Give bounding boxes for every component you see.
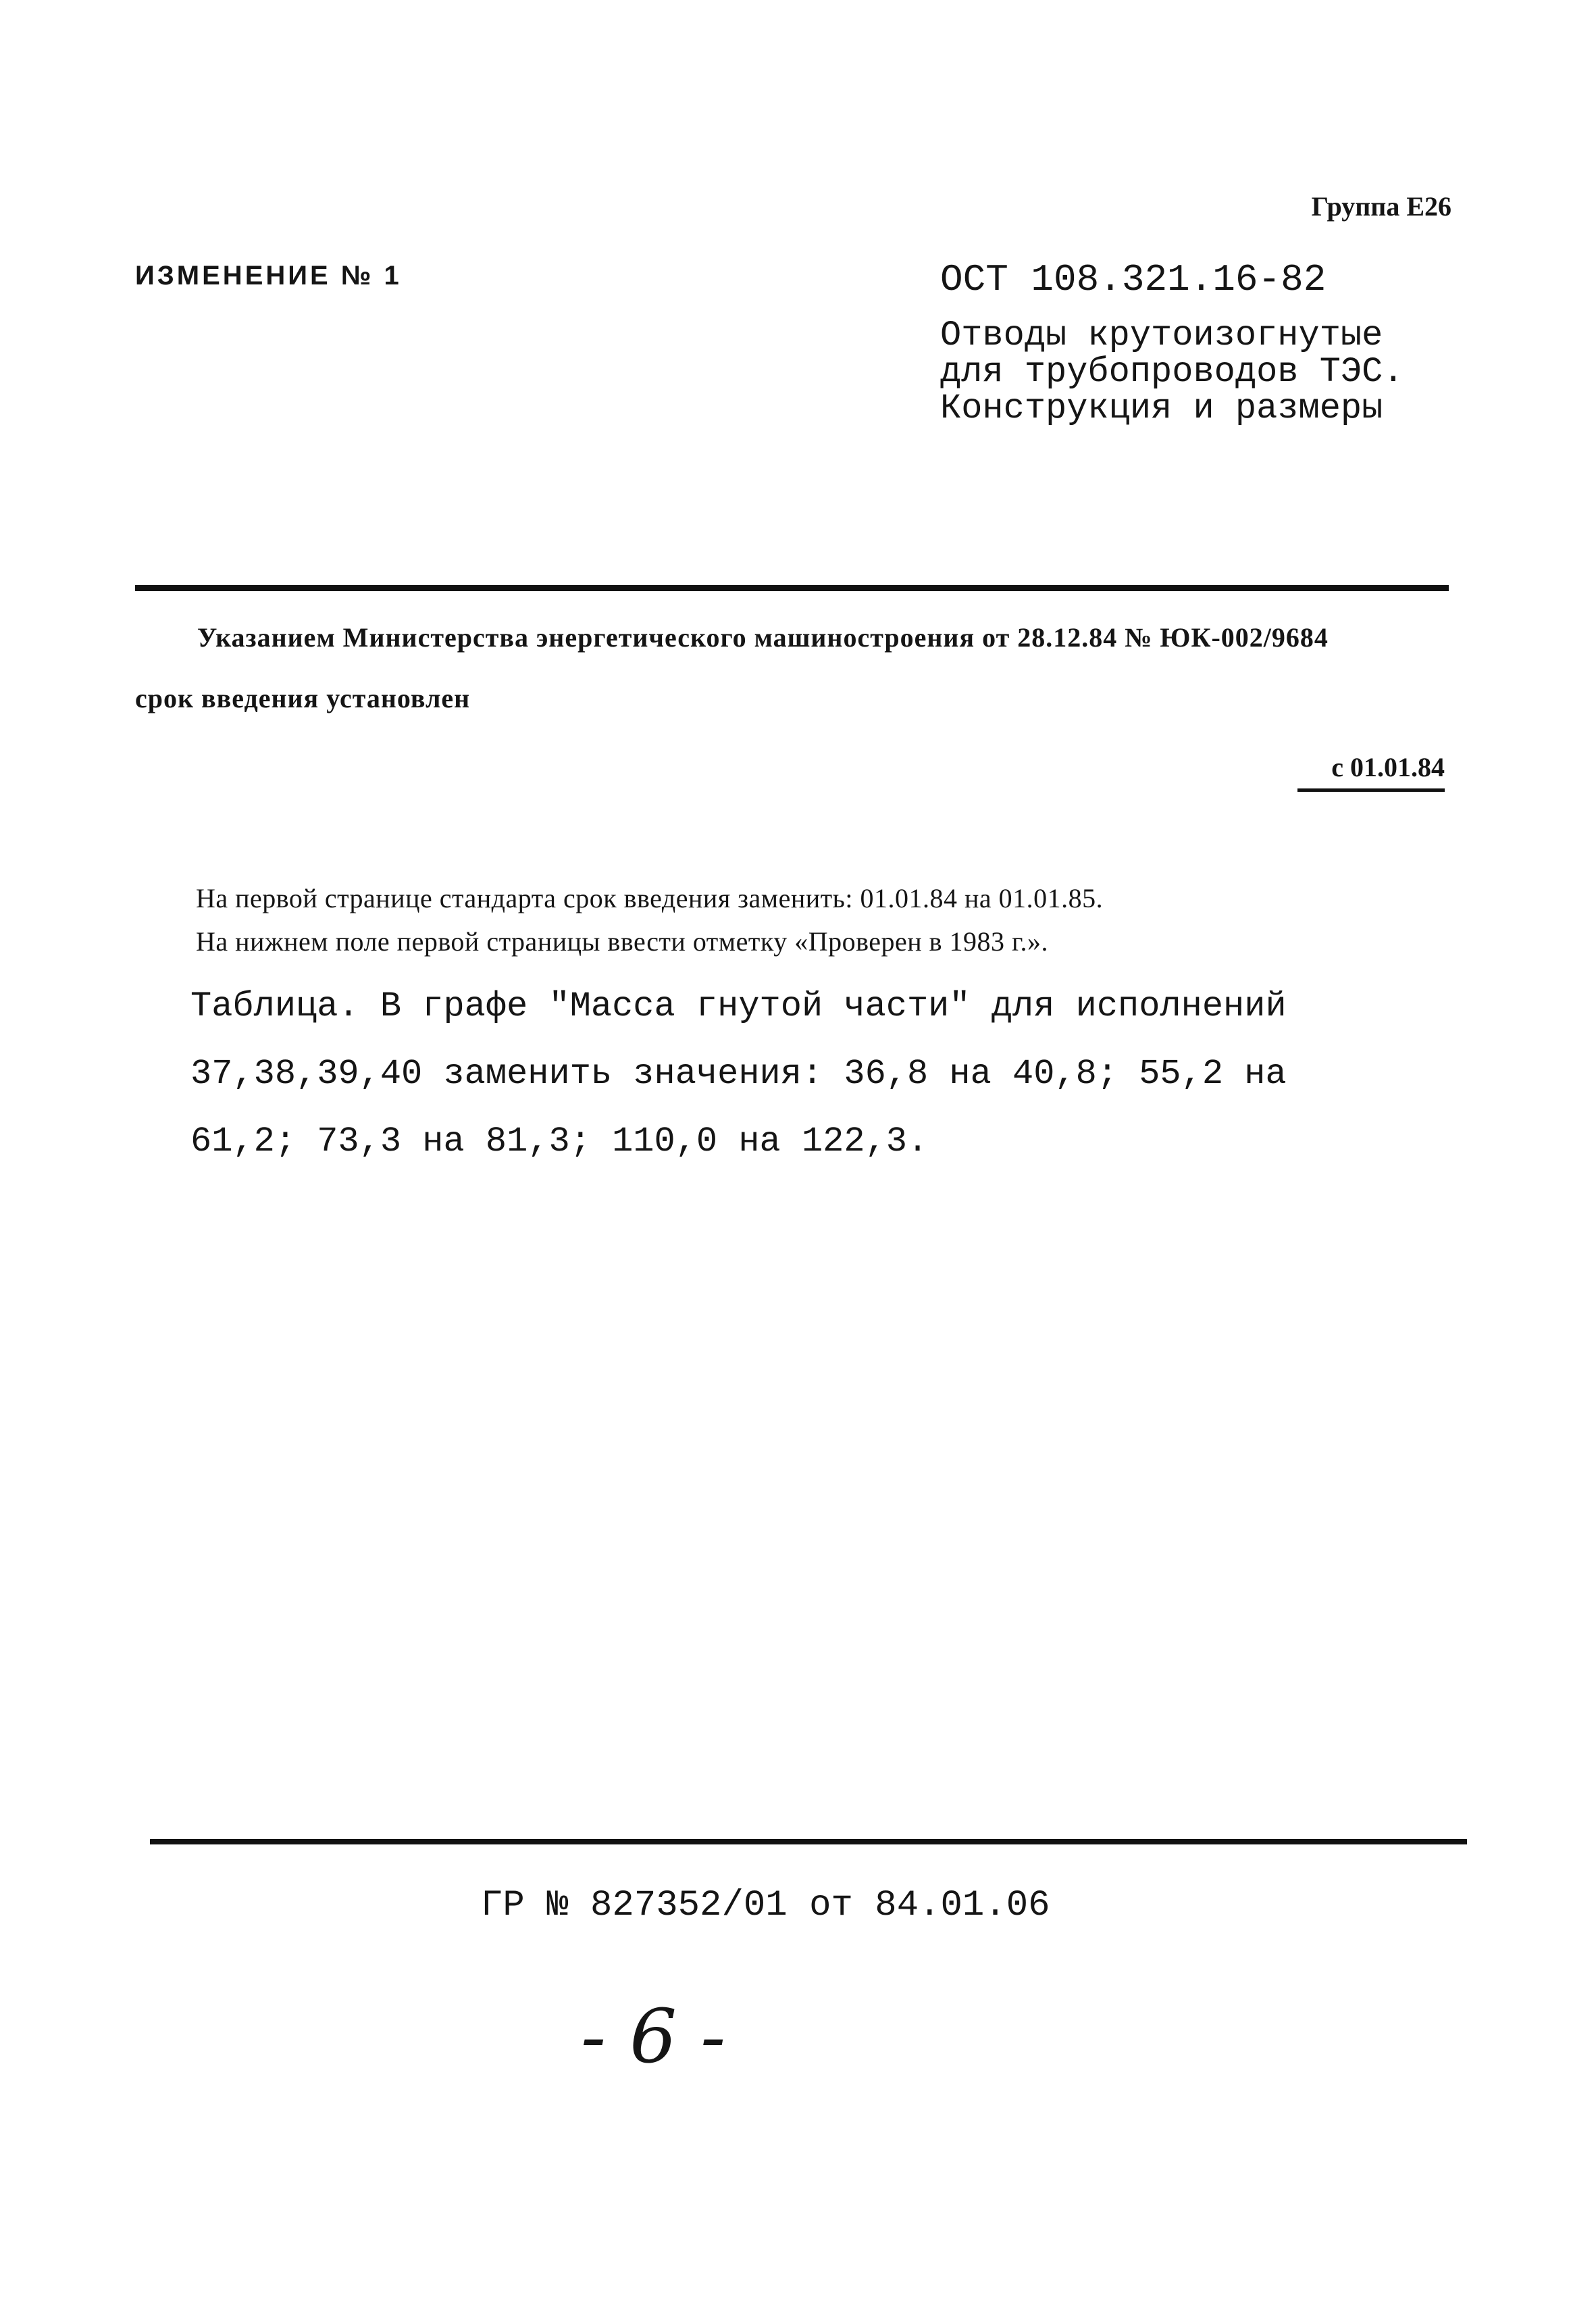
paragraph-table-change: Таблица. В графе "Масса гнутой части" для исполнений 37,38,39,40 заменить значения: 36,8 на 40,8; 55,2 на 61,2; 73,3 на 81,3; 110,0 на 122,3. (190, 986, 1287, 1161)
page-number: - 6 - (581, 1993, 726, 2080)
change-label: ИЗМЕНЕНИЕ № 1 (135, 261, 402, 291)
top-divider (135, 585, 1449, 591)
standard-title: Отводы крутоизогнутые для трубопроводов ТЭС. Конструкция и размеры (940, 316, 1404, 428)
paragraph-checked-mark: На нижнем поле первой страницы ввести отметку «Проверен в 1983 г.». (196, 926, 1048, 957)
group-code: Группа Е26 (1311, 191, 1451, 222)
effective-date-underline (1297, 788, 1445, 792)
paragraph-intro-date: На первой странице стандарта срок введения заменить: 01.01.84 на 01.01.85. (196, 883, 1104, 913)
registration-number: ГР № 827352/01 от 84.01.06 (481, 1885, 1050, 1926)
term-statement: срок введения установлен (135, 683, 471, 713)
effective-date: с 01.01.84 (1331, 752, 1445, 782)
effective-date-block (1297, 751, 1445, 792)
standard-code: ОСТ 108.321.16-82 (940, 258, 1327, 301)
bottom-divider (150, 1839, 1467, 1844)
ministry-directive: Указанием Министерства энергетического машиностроения от 28.12.84 № ЮК-002/9684 (197, 622, 1329, 653)
